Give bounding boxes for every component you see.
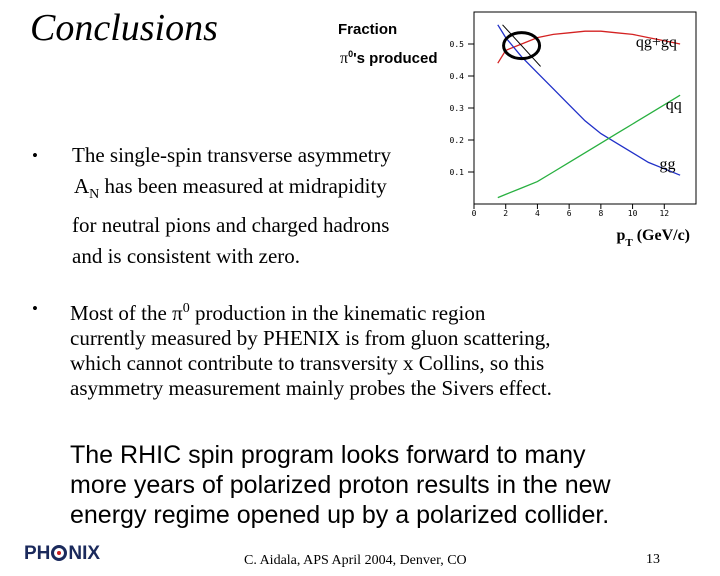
pi-symbol: π [172, 301, 183, 325]
bullet-2-text [70, 296, 672, 401]
y-tick-label: 0.5 [449, 40, 464, 49]
chart-header-line1: Fraction [338, 21, 398, 38]
pi-symbol: π [340, 50, 349, 67]
closing-line2: more years of polarized proton results in the new [70, 471, 611, 499]
x-tick-label: 6 [566, 209, 572, 218]
y-tick-label: 0.2 [449, 136, 464, 145]
closing-line3: energy regime opened up by a polarized collider. [70, 501, 610, 529]
bullet-1-line4: and is consistent with zero. [72, 244, 301, 269]
x-tick-label: 10 [627, 209, 638, 218]
highlight-cross-line [503, 25, 541, 67]
chart-header-line2-rest: 's produced [353, 50, 438, 67]
series-label-qg+gq: qg+gq [635, 34, 677, 52]
series-label-gg: gg [659, 155, 676, 173]
bullet-2-line2: currently measured by PHENIX is from gluon scattering, [70, 326, 551, 350]
bullet-2-line4: asymmetry measurement mainly probes the Sivers effect. [70, 376, 552, 400]
x-tick-label: 4 [535, 209, 540, 218]
y-tick-label: 0.3 [449, 104, 464, 113]
x-tick-label: 0 [471, 209, 477, 218]
slide-title: Conclusions [30, 7, 218, 49]
x-tick-label: 2 [503, 209, 509, 218]
logo-bird-icon [51, 545, 67, 561]
bullet-1-line1: The single-spin transverse asymmetry [72, 143, 391, 167]
bullet-2-line3: which cannot contribute to transversity x Collins, so this [70, 351, 545, 375]
logo-text-left: PH [24, 543, 51, 564]
bullet-1-line2-rest: has been measured at midrapidity [99, 174, 387, 198]
x-tick-label: 8 [598, 209, 604, 218]
bullet-2 [32, 296, 672, 401]
asymmetry-subscript: N [89, 187, 100, 203]
logo-text-right: NIX [68, 543, 101, 564]
pi-superscript: 0 [348, 49, 354, 59]
bullet-2-line1 [70, 301, 485, 325]
closing-line1: The RHIC spin program looks forward to many [70, 441, 586, 469]
bullet-1 [32, 140, 452, 272]
bullet-1-line2 [72, 174, 387, 203]
y-tick-label: 0.4 [449, 72, 464, 81]
y-tick-label: 0.1 [449, 168, 464, 177]
phenix-logo [24, 543, 100, 565]
closing-statement [70, 440, 670, 530]
asymmetry-symbol: A [74, 174, 90, 198]
bullet-2-line1-pre: Most of the [70, 301, 173, 325]
bullet-dot: • [32, 299, 38, 318]
page-number: 13 [646, 552, 660, 567]
slide-footer: C. Aidala, APS April 2004, Denver, CO [244, 553, 467, 568]
pi-superscript: 0 [182, 301, 190, 316]
series-label-qq: qq [665, 96, 682, 114]
bullet-dot: • [32, 146, 38, 165]
x-tick-label: 12 [659, 209, 670, 218]
bullet-1-text [72, 140, 452, 272]
bullet-1-line3: for neutral pions and charged hadrons [72, 213, 390, 238]
series-line-qq [498, 95, 680, 197]
bullet-2-line1-post: production in the kinematic region [189, 301, 486, 325]
x-axis-label: $p_T$ (GeV/c) [616, 227, 690, 249]
